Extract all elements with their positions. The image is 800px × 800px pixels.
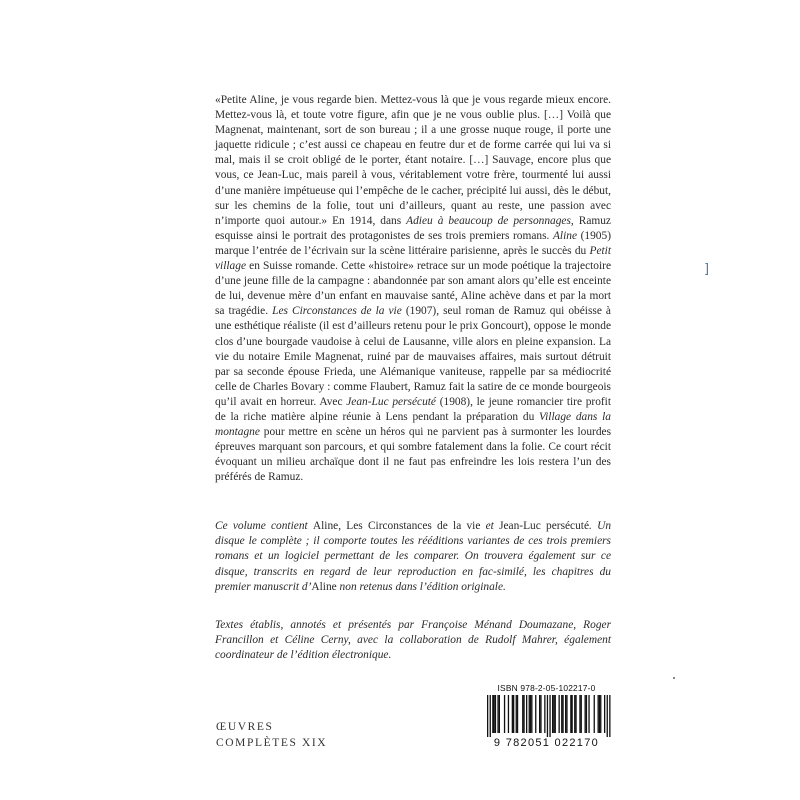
barcode-bar [572,695,573,733]
text-run: (1907), seul roman de Ramuz qui obéisse à une esthétique réaliste (il est d’ailleurs retenu pour le prix Goncourt), oppose le monde clos d’une bourgade vaudoise à celui de Lausanne, ville alors en pleine expansion. La vie du notaire Emile Magnenat, ruiné par de mauvaises affaires, mais surtout détruit par sa seconde épouse Frieda, une Alémanique vaniteuse, rappelle par sa médiocrité celle de Charles Bovary : comme Flaubert, Ramuz fait la satire de ce monde bourgeois qu’il avait en horreur. Avec [215,305,611,408]
barcode-bar [539,695,540,733]
text-run: , Ramuz esquisse ainsi le portrait des protagonistes de ses trois premiers romans. [215,214,611,242]
barcode-bar [504,695,505,733]
barcode-bar [497,695,498,733]
blurb-text [215,93,611,485]
volume-contents-note [215,519,611,595]
barcode-bar [553,695,554,733]
italic-text-run: Petit village [215,244,611,273]
italic-text-run: Ce volume contient [215,520,313,532]
text-run: pour mettre en scène un héros qui ne parvient pas à surmonter les lourdes épreuves marquant son parcours, et qui sombre fatalement dans la folie. Ce court récit évoquant un milieu archaïque dont il ne faut pas enfreindre les lois restera l’un des préférés de Ramuz. [215,426,611,484]
barcode-bar [609,695,610,737]
italic-text-run: et [480,520,500,532]
barcode-bar [512,695,513,733]
barcode-bar [594,695,595,733]
barcode-bar [492,695,493,733]
barcode-bar [499,695,500,733]
text-run: (1905) marque l’entrée de l’écrivain sur la scène littéraire parisienne, après le succès du [215,229,611,257]
series-line-oeuvres: ŒUVRES [216,721,274,733]
barcode-bar [522,695,523,733]
barcode-bar [526,695,527,733]
text-run: Aline, Les Circonstances de la vie [312,520,481,532]
italic-text-run: Jean-Luc persécuté [346,395,436,408]
barcode-bar [562,695,563,733]
italic-text-run: Aline [552,229,578,242]
credits-paragraph: Textes établis, annotés et présentés par Françoise Ménand Doumazane, Roger Francillon et Céline Cerny, avec la collaboration de Rudolf Mahrer, également coordinateur de l’édition électronique. [215,619,611,662]
italic-text-run: . Un disque le complète ; il comporte toutes les rééditions variantes de ces trois premiers romans et un logiciel permettant de les comparer. On trouvera également sur ce disque, transcrits en regard de leur reproduction en fac-similé, les chapitres du premier manuscrit d’ [215,520,612,593]
barcode-bar [566,695,567,733]
barcode-bar [555,695,556,733]
barcode-bar [588,695,589,733]
barcode-bar [565,695,566,733]
barcode-graphic [479,695,614,737]
barcode-bar [530,695,531,733]
text-run: Aline [311,580,337,593]
barcode-bar [513,695,514,733]
barcode-bar [586,695,587,733]
italic-text-run: Village dans la montagne [215,410,611,439]
barcode-bar [547,695,548,737]
text-run: en Suisse romande. Cette «histoire» retrace sur un mode poétique la trajectoire d’une jeune fille de la campagne : abandonnée par son amant alors qu’elle est enceinte de lui, devenue mère d’un enfant en mauvaise santé, Aline achève dans et par la mort sa tragédie. [215,260,611,318]
barcode-bar [531,695,532,733]
barcode-bar [523,695,524,733]
barcode-bar [549,695,550,737]
series-title [216,719,327,751]
isbn-barcode-block [479,683,614,753]
barcode-bar [559,695,560,733]
barcode-bar [494,695,495,733]
barcode-bar [552,695,553,733]
barcode-number: 9 782051 022170 [493,737,600,749]
barcode-bar [535,695,536,733]
barcode-bar [600,695,601,733]
barcode-bar [544,695,545,733]
barcode-bar [581,695,582,733]
barcode-bar [540,695,541,733]
blurb-paragraph [215,93,611,485]
barcode-bar [508,695,509,733]
barcode-bar [579,695,580,733]
barcode-bar [495,695,496,733]
barcode-bar [575,695,576,733]
italic-text-run: non retenus dans l’édition originale. [336,580,506,593]
barcode-bar [490,695,491,737]
barcode-bar [516,695,517,733]
editorial-credits [215,618,611,664]
italic-text-run: Les Circonstances de la vie [272,305,402,318]
bracket-mark: ] [704,262,710,277]
text-run: Jean-Luc persécuté [499,520,590,532]
speck-mark [673,677,675,679]
barcode-bar [487,695,488,737]
text-run: (1908), le jeune romancier tire profit de la riche matière alpine réunie à Lens pendant la préparation du [215,395,612,423]
barcode-bar [574,695,575,733]
barcode-bar [561,695,562,733]
contents-paragraph [215,519,611,595]
barcode-bar [529,695,530,733]
barcode-bar [517,695,518,733]
barcode-bar [570,695,571,733]
italic-text-run: Adieu à beaucoup de personnages [406,214,571,227]
text-run: «Petite Aline, je vous regarde bien. Mettez-vous là que je vous regarde mieux encore. Mettez-vous là, et toute votre figure, afin que je ne vous oublie plus. […] Voilà que Magnenat, maintenant, sort de son bureau ; il a une grosse nuque rouge, il porte une jaquette ridicule ; c’est aussi ce chapeau en feutre dur et de forme carrée qui lui va si mal, mais il se croit obligé de le porter, étant notaire. […] Sauvage, encore plus que vous, ce Jean-Luc, mais pareil à vous, véritablement votre frère, tourmenté lui aussi d’une manière impétueuse qui l’empêche de le cacher, précipité lui aussi, dès le début, sur les chemins de la folie, tout uni d’ailleurs, quant au reste, une passion avec n’importe quoi autour.» En 1914, dans [215,94,611,227]
isbn-label: ISBN 978-2-05-102217-0 [497,683,596,693]
barcode-bar [585,695,586,733]
barcode-bar [599,695,600,733]
barcode-bar [607,695,608,737]
barcode-bar [598,695,599,733]
series-line-completes: COMPLÈTES XIX [216,737,328,749]
barcode-bar [604,695,605,733]
